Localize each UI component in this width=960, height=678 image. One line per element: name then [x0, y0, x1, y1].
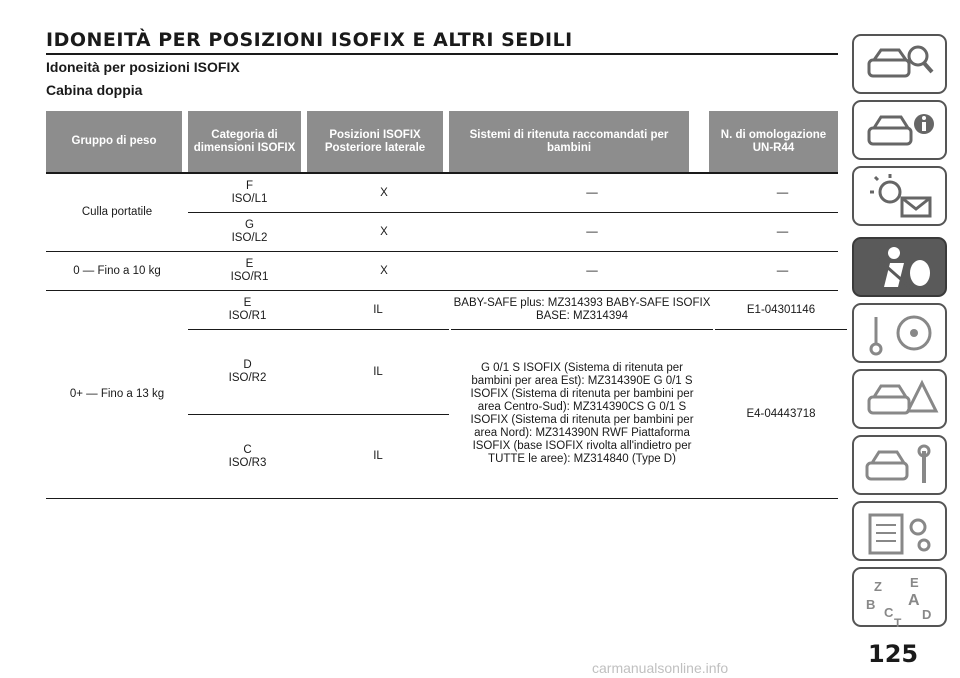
cell-size-category: F ISO/L1 — [231, 180, 268, 205]
tab-warnings[interactable] — [852, 166, 947, 226]
cell-approval: — — [776, 186, 789, 199]
header-isofix-position: Posizioni ISOFIX Posteriore laterale — [307, 111, 443, 174]
table-row — [46, 291, 838, 499]
cell-approval: — — [776, 264, 789, 277]
cell-systems: — — [586, 225, 598, 238]
header-gap — [689, 111, 709, 174]
cell-systems: — — [586, 186, 598, 199]
warning-light-mail-icon — [854, 168, 949, 228]
header-size-category: Categoria di dimensioni ISOFIX — [188, 111, 301, 174]
watermark: carmanualsonline.info — [592, 660, 729, 676]
cell-position: X — [380, 186, 388, 199]
cell-size-category: G ISO/L2 — [231, 219, 268, 244]
key-steering-icon — [854, 305, 949, 365]
isofix-table — [46, 111, 838, 499]
row-inner — [188, 180, 838, 206]
table-row — [46, 252, 838, 291]
car-wrench-icon — [854, 437, 949, 497]
cell-weight: Culla portatile — [46, 174, 188, 252]
tab-starting-driving[interactable] — [852, 303, 947, 363]
cab-label: Cabina doppia — [46, 82, 143, 98]
cell-approval: E4-04443718 — [746, 407, 816, 420]
airbag-seatbelt-icon — [854, 239, 949, 299]
cell-position: X — [380, 264, 388, 277]
page-heading: IDONEITÀ PER POSIZIONI ISOFIX E ALTRI SEDILI — [46, 29, 838, 55]
cell-position: X — [380, 225, 388, 238]
cell-weight: 0+ — Fino a 13 kg — [46, 291, 188, 499]
table-header-row — [46, 111, 838, 174]
tab-emergency[interactable] — [852, 369, 947, 429]
cell-position: IL — [307, 291, 449, 330]
page-number: 125 — [868, 640, 919, 668]
tab-dashboard[interactable] — [852, 34, 947, 94]
cell-size-category: E ISO/R1 — [188, 291, 307, 330]
index-letter: E — [910, 575, 919, 590]
group-block — [188, 291, 838, 498]
section-subheading: Idoneità per posizioni ISOFIX — [46, 59, 240, 75]
header-approval-number: N. di omologazione UN-R44 — [709, 111, 838, 174]
index-letter: Z — [874, 579, 882, 594]
cell-approval: E1-04301146 — [715, 291, 847, 330]
index-letter: D — [922, 607, 932, 622]
cell-size-category: E ISO/R1 — [230, 258, 269, 283]
tab-maintenance[interactable] — [852, 435, 947, 495]
index-letter: C — [884, 605, 894, 620]
cell-systems: G 0/1 S ISOFIX (Sistema di ritenuta per bambini per area Est): MZ314390E G 0/1 S ISOFIX (Sistema di ritenuta per bambini per area Centro-Sud): MZ314390CS G 0/1 S ISOFIX (Sistema di ritenuta per bambini per area Nord): MZ314390N RWF Piattaforma ISOFIX (base ISOFIX rivolta all'indietro per TUTTE le aree): MZ314840 (Type D) — [470, 362, 694, 465]
tab-index[interactable] — [852, 567, 947, 627]
cell-size-category: D ISO/R2 — [188, 330, 307, 415]
list-gear-icon — [854, 503, 949, 563]
cell-weight: 0 — Fino a 10 kg — [46, 252, 188, 291]
car-search-icon — [854, 36, 949, 96]
index-letter: T — [894, 616, 902, 629]
cell-position: IL — [307, 330, 449, 415]
tab-technical-data[interactable] — [852, 501, 947, 561]
tab-info[interactable] — [852, 100, 947, 160]
header-recommended-systems: Sistemi di ritenuta raccomandati per bambini — [449, 111, 689, 174]
tab-safety[interactable] — [852, 237, 947, 297]
cell-approval: — — [776, 225, 789, 238]
car-info-icon — [854, 102, 949, 162]
cell-systems: BABY-SAFE plus: MZ314393 BABY-SAFE ISOFIX BASE: MZ314394 — [451, 291, 713, 330]
index-letter: A — [908, 592, 920, 609]
cell-position: IL — [373, 450, 383, 462]
cell-size-category: C ISO/R3 — [228, 443, 267, 469]
cell-systems: — — [586, 264, 598, 277]
car-warning-triangle-icon — [854, 371, 949, 431]
table-row — [46, 174, 838, 213]
alphabet-index-icon — [854, 569, 949, 629]
index-letter: B — [866, 597, 876, 612]
header-weight-group: Gruppo di peso — [46, 111, 182, 174]
